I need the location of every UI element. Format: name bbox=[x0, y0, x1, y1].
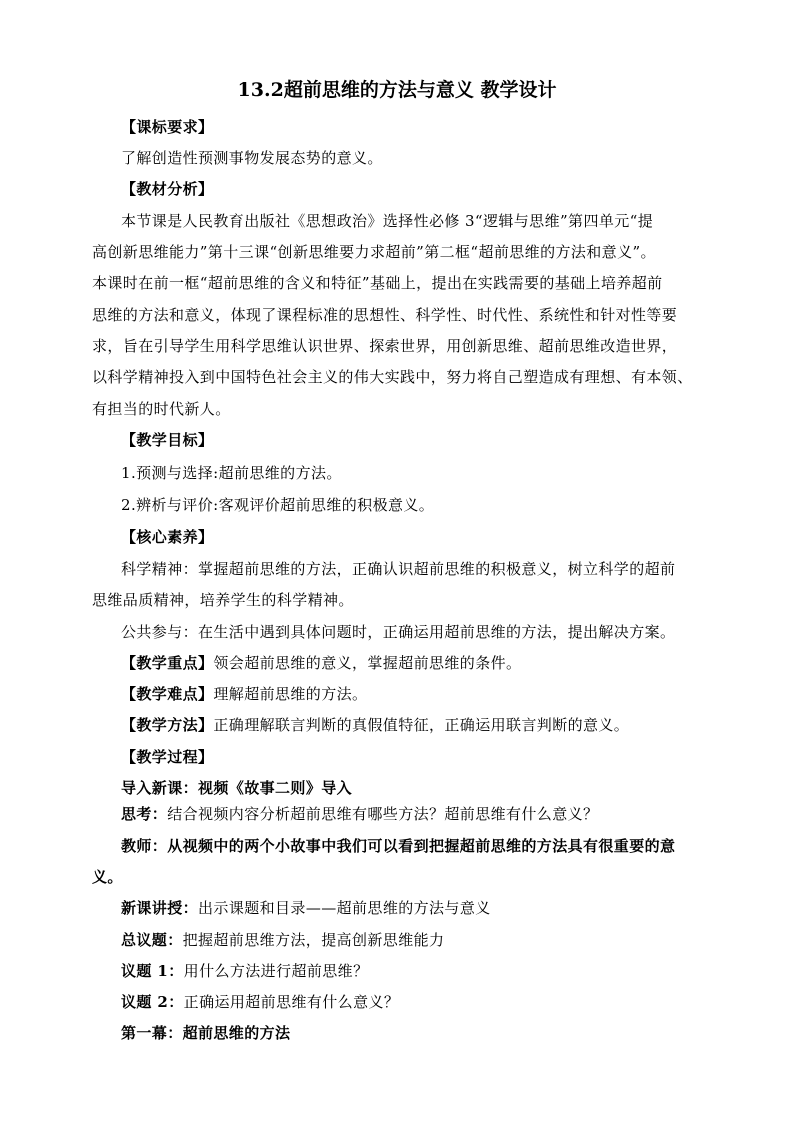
issue-text: 用什么方法进行超前思维？ bbox=[183, 962, 369, 980]
act-heading: 第一幕：超前思维的方法 bbox=[121, 1024, 291, 1042]
textbook-line: 本课时在前一框“超前思维的含义和特征”基础上，提出在实践需要的基础上培养超前 bbox=[92, 274, 663, 292]
textbook-heading: 【教材分析】 bbox=[121, 180, 214, 198]
goals-heading: 【教学目标】 bbox=[121, 431, 214, 449]
issue-row bbox=[121, 991, 745, 1013]
issue-text: 正确运用超前思维有什么意义？ bbox=[183, 993, 400, 1011]
goal-item: 1.预测与选择:超前思维的方法。 bbox=[121, 464, 342, 482]
intro-row bbox=[121, 777, 745, 799]
textbook-line: 以科学精神投入到中国特色社会主义的伟大实践中，努力将自己塑造成有理想、有本领、 bbox=[92, 368, 693, 386]
curriculum-heading: 【课标要求】 bbox=[121, 118, 214, 136]
curriculum-text: 了解创造性预测事物发展态势的意义。 bbox=[121, 149, 383, 167]
think-label: 思考： bbox=[121, 805, 168, 823]
goal-item: 2.辨析与评价:客观评价超前思维的积极意义。 bbox=[121, 496, 435, 514]
key-point-text: 领会超前思维的意义，掌握超前思维的条件。 bbox=[213, 654, 522, 672]
literacy-heading: 【核心素养】 bbox=[121, 528, 214, 546]
difficulty-text: 理解超前思维的方法。 bbox=[213, 685, 368, 703]
page-title: 13.2超前思维的方法与意义 教学设计 bbox=[237, 79, 557, 101]
think-row bbox=[121, 803, 745, 825]
literacy-line: 公共参与：在生活中遇到具体问题时，正确运用超前思维的方法，提出解决方案。 bbox=[121, 623, 676, 641]
intro-label: 导入新课： bbox=[121, 779, 199, 797]
new-lesson-row bbox=[121, 897, 745, 919]
method-row bbox=[121, 714, 745, 736]
issue-label: 议题 1： bbox=[121, 962, 184, 980]
literacy-line: 思维品质精神，培养学生的科学精神。 bbox=[92, 591, 354, 609]
method-heading: 【教学方法】 bbox=[121, 716, 214, 734]
textbook-line: 有担当的时代新人。 bbox=[92, 400, 231, 418]
topic-text: 把握超前思维方法，提高创新思维能力 bbox=[182, 931, 445, 949]
key-point-heading: 【教学重点】 bbox=[121, 654, 214, 672]
textbook-line: 本节课是人民教育出版社《思想政治》选择性必修 3“逻辑与思维”第四单元“提 bbox=[121, 212, 654, 230]
topic-label: 总议题： bbox=[121, 931, 183, 949]
new-lesson-text: 出示课题和目录——超前思维的方法与意义 bbox=[198, 899, 491, 917]
teacher-line: 义。 bbox=[92, 868, 123, 886]
textbook-line: 思维的方法和意义，体现了课程标准的思想性、科学性、时代性、系统性和针对性等要 bbox=[92, 306, 678, 324]
topic-row bbox=[121, 929, 745, 951]
process-heading: 【教学过程】 bbox=[121, 748, 214, 766]
new-lesson-label: 新课讲授： bbox=[121, 899, 199, 917]
literacy-line: 科学精神：掌握超前思维的方法，正确认识超前思维的积极意义，树立科学的超前 bbox=[121, 560, 676, 578]
issue-label: 议题 2： bbox=[121, 993, 184, 1011]
think-text: 结合视频内容分析超前思维有哪些方法？超前思维有什么意义？ bbox=[167, 805, 599, 823]
key-point-row bbox=[121, 652, 745, 674]
teacher-line: 教师：从视频中的两个小故事中我们可以看到把握超前思维的方法具有很重要的意 bbox=[121, 837, 676, 855]
difficulty-heading: 【教学难点】 bbox=[121, 685, 214, 703]
textbook-line: 求，旨在引导学生用科学思维认识世界、探索世界，用创新思维、超前思维改造世界， bbox=[92, 337, 678, 355]
textbook-line: 高创新思维能力”第十三课“创新思维要力求超前”第二框“超前思维的方法和意义”。 bbox=[92, 243, 656, 261]
difficulty-row bbox=[121, 683, 745, 705]
intro-text: 视频《故事二则》导入 bbox=[198, 779, 353, 797]
method-text: 正确理解联言判断的真假值特征，正确运用联言判断的意义。 bbox=[213, 716, 630, 734]
issue-row bbox=[121, 960, 745, 982]
